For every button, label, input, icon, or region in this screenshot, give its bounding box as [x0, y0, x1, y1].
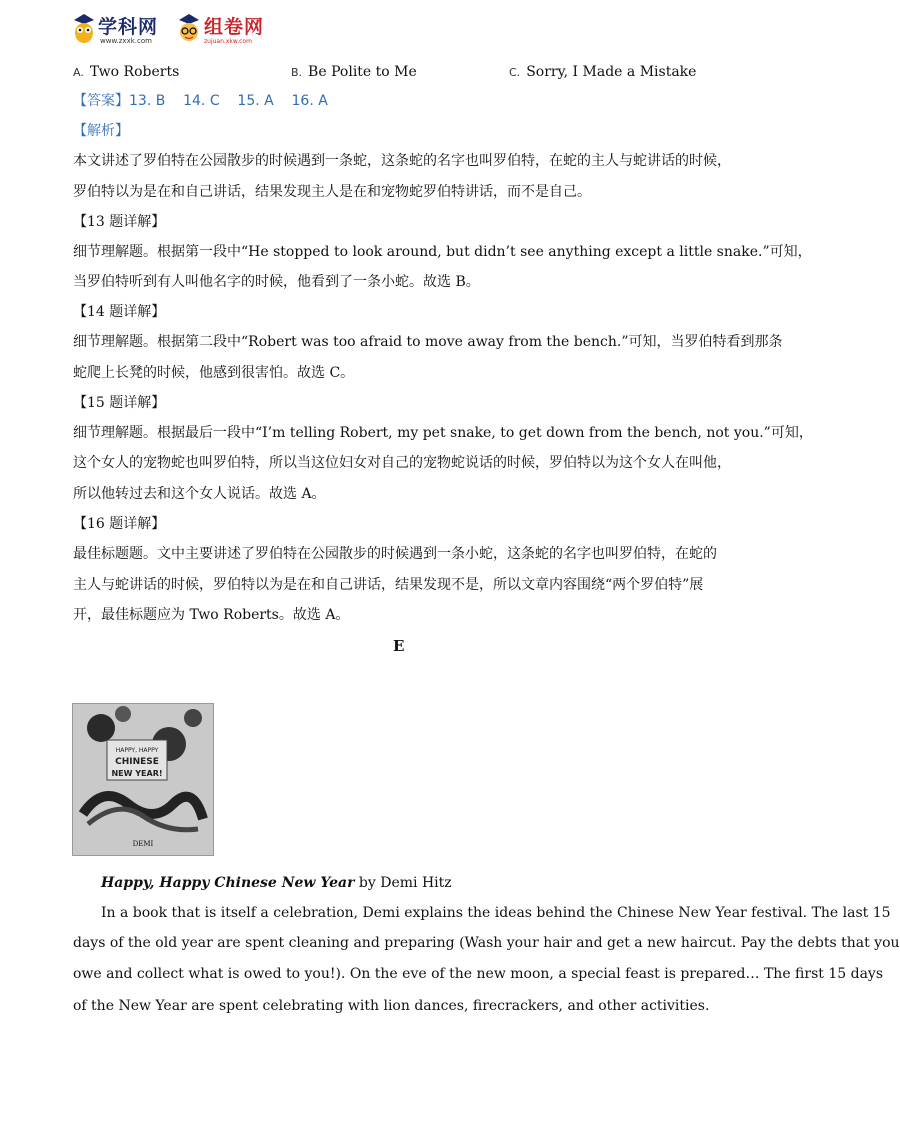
- q16-heading: 【16 题详解】: [73, 516, 166, 532]
- brand-name-xuekewang: 学科网: [98, 16, 159, 38]
- header-logo: [72, 10, 272, 50]
- passage-line-3: owe and collect what is owed to you!). On the eve of the new moon, a special feast is prepared… The first 15 days: [73, 966, 884, 982]
- owl-mascot-icon: [72, 14, 96, 44]
- q15-heading: 【15 题详解】: [73, 395, 166, 411]
- q14-line-2: 蛇爬上长凳的时候，他感到很害怕。故选 C。: [73, 365, 355, 381]
- passage-line-1: In a book that is itself a celebration, Demi explains the ideas behind the Chinese New Year festival. The last 15: [101, 905, 891, 921]
- q13-line-1: 细节理解题。根据第一段中“He stopped to look around, but didn’t see anything except a little snake.”可知，: [73, 244, 812, 260]
- q14-heading: 【14 题详解】: [73, 304, 166, 320]
- book-title: Happy, Happy Chinese New Year: [101, 875, 355, 891]
- q15-line-3: 所以他转过去和这个女人说话。故选 A。: [73, 486, 326, 502]
- q15-line-1: 细节理解题。根据最后一段中“I’m telling Robert, my pet snake, to get down from the bench, not you.”可知，: [73, 425, 813, 441]
- cover-caption-line-3: NEW YEAR!: [111, 769, 163, 778]
- option-letter: B.: [291, 66, 303, 79]
- option-text: Two Roberts: [89, 64, 180, 80]
- analysis-label-text: 【解析】: [73, 123, 129, 139]
- q16-line-3: 开，最佳标题应为 Two Roberts。故选 A。: [73, 607, 350, 623]
- option-letter: C.: [509, 66, 521, 79]
- cover-caption-line-1: HAPPY, HAPPY: [115, 747, 159, 754]
- brand-name-zujuanwang: 组卷网: [204, 16, 265, 38]
- summary-line-1: 本文讲述了罗伯特在公园散步的时候遇到一条蛇，这条蛇的名字也叫罗伯特，在蛇的主人与蛇讲话的时候，: [73, 153, 731, 169]
- answer-values: 13. B 14. C 15. A 16. A: [129, 93, 328, 109]
- option-letter: A.: [73, 66, 84, 79]
- brand-url-zxxk: www.zxxk.com: [100, 37, 152, 45]
- book-heading: [101, 873, 452, 893]
- option-a: [73, 62, 179, 83]
- cover-signature: DEMI: [132, 840, 154, 848]
- option-b: [291, 62, 417, 83]
- q13-heading: 【13 题详解】: [73, 214, 166, 230]
- q16-line-1: 最佳标题题。文中主要讲述了罗伯特在公园散步的时候遇到一条小蛇，这条蛇的名字也叫罗伯特，在蛇的: [73, 546, 717, 562]
- book-cover-image: [72, 703, 214, 856]
- q15-line-2: 这个女人的宠物蛇也叫罗伯特，所以当这位妇女对自己的宠物蛇说话的时候，罗伯特以为这个女人在叫他，: [73, 455, 731, 471]
- summary-line-2: 罗伯特以为是在和自己讲话，结果发现主人是在和宠物蛇罗伯特讲话，而不是自己。: [73, 184, 591, 200]
- student-mascot-icon: [176, 14, 202, 44]
- book-author: by Demi Hitz: [354, 875, 452, 891]
- q14-line-1: 细节理解题。根据第二段中“Robert was too afraid to move away from the bench.”可知，当罗伯特看到那条: [73, 334, 783, 350]
- option-text: Sorry, I Made a Mistake: [526, 64, 697, 80]
- q16-line-2: 主人与蛇讲话的时候，罗伯特以为是在和自己讲话，结果发现不是，所以文章内容围绕“两个罗伯特”展: [73, 577, 704, 593]
- option-text: Be Polite to Me: [308, 64, 417, 80]
- q13-line-2: 当罗伯特听到有人叫他名字的时候，他看到了一条小蛇。故选 B。: [73, 274, 480, 290]
- answer-label: 【答案】: [73, 93, 129, 109]
- passage-line-2: days of the old year are spent cleaning and preparing (Wash your hair and get a new haircut. Pay the debts that you: [73, 935, 900, 951]
- section-title: E: [393, 637, 405, 655]
- passage-line-4: of the New Year are spent celebrating with lion dances, firecrackers, and other activities.: [73, 998, 710, 1014]
- option-c: [509, 62, 696, 83]
- lantern-shape: [87, 714, 115, 742]
- cover-caption-line-2: CHINESE: [115, 757, 159, 767]
- analysis-label: [73, 121, 129, 141]
- answer-line: [73, 91, 328, 111]
- brand-url-zujuan: zujuan.xkw.com: [204, 38, 252, 45]
